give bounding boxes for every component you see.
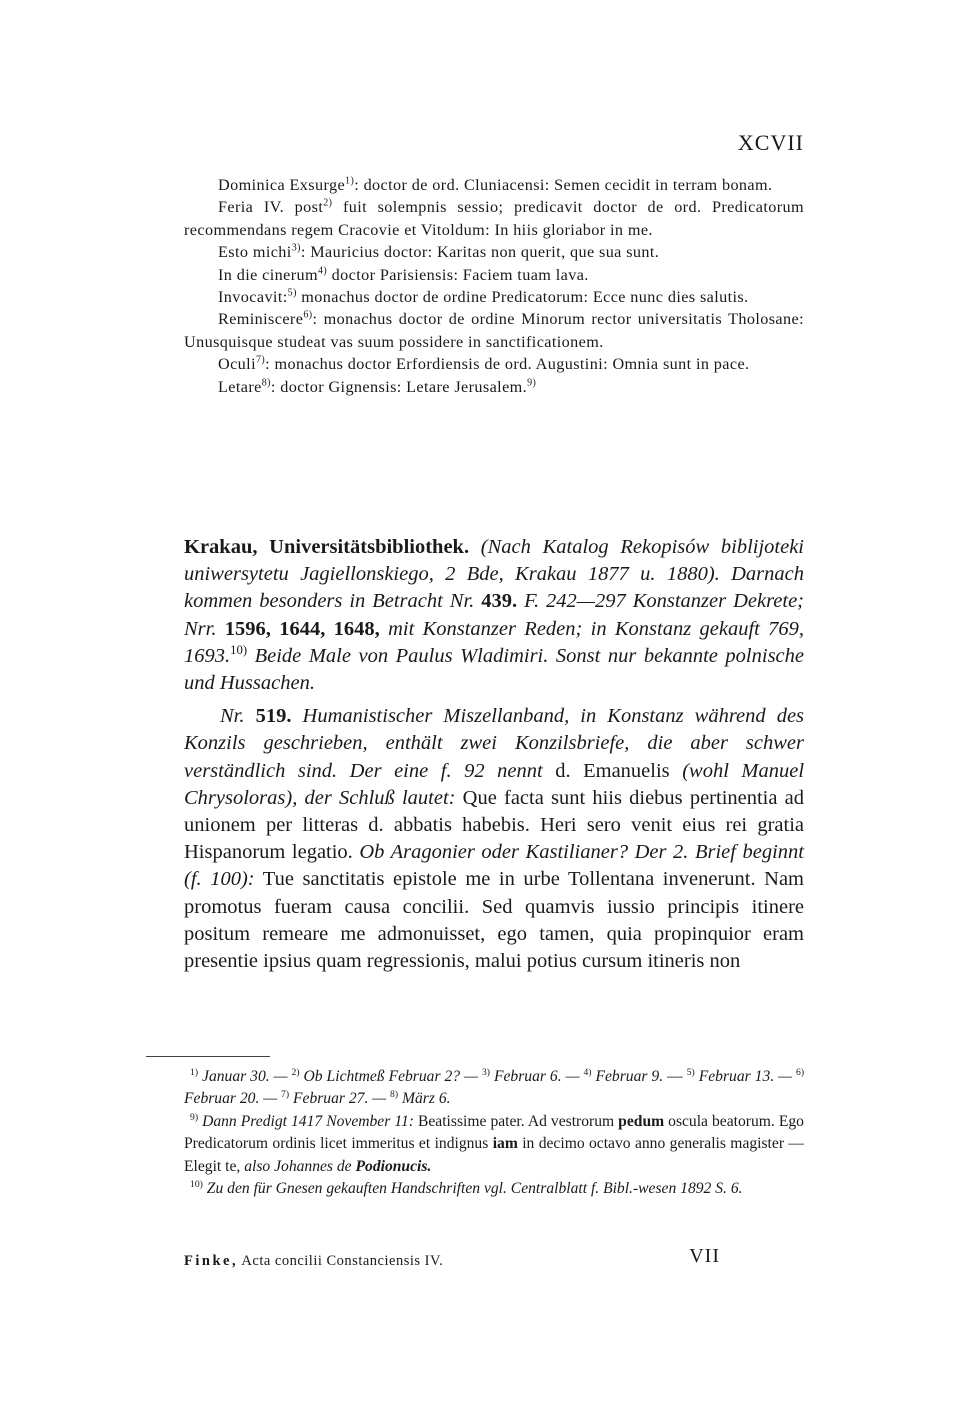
- footnote-text: Februar 9.: [595, 1068, 664, 1085]
- manuscript-number: 519.: [255, 705, 292, 728]
- catalog-text: (Nach Katalog Rekopisów biblijoteki uniwersytetu Jagiellonskiego, 2 Bde, Krakau 1877 u. 1880). Darnach kommen besonders in Betracht Nr.: [184, 536, 804, 613]
- section-krakau: [184, 534, 804, 975]
- catalog-text: F. 242—297 Konstanzer Dekrete; Nrr.: [184, 590, 805, 640]
- section-nr-519: [184, 703, 804, 975]
- entry-head: Feria IV. post: [218, 198, 324, 217]
- footnote-ref: 1): [345, 175, 355, 187]
- footnote-text: März 6.: [402, 1090, 451, 1108]
- entry-oculi: [184, 353, 804, 375]
- footnote-ref: 6): [303, 310, 313, 322]
- entry-text: : doctor de ord. Cluniacensi: Semen cecidit in terram bonam.: [354, 176, 773, 194]
- nr-label: Nr.: [220, 705, 245, 728]
- footnote-ref: 4): [318, 265, 328, 277]
- footnote-number: 3): [481, 1066, 490, 1078]
- description-text: Humanistischer Miszellanband, in Konstanz während des Konzils geschrieben, enthält zwei Konzilsbriefe, die aber schwer verständlich sind. Der eine f. 92 nennt: [184, 705, 805, 782]
- footnote-ref: 8): [261, 377, 271, 389]
- entry-die-cinerum: [184, 264, 804, 286]
- catalog-text: Beide Male von Paulus Wladimiri. Sonst nur bekannte polnische und Hussachen.: [184, 644, 804, 695]
- footnote-number: 9): [190, 1111, 199, 1123]
- footer-title: Acta concilii Constanciensis IV.: [241, 1253, 444, 1269]
- catalog-text: mit Konstanzer Reden; in Konstanz gekauft 769, 1693.: [184, 617, 805, 667]
- footnote-text: Beatissime pater. Ad vestrorum: [417, 1112, 615, 1130]
- entry-reminiscere: [184, 308, 804, 353]
- footnote-ref: 2): [323, 198, 333, 210]
- manuscript-number: 439.: [481, 590, 518, 613]
- footnote-number: 7): [281, 1089, 290, 1101]
- footnotes: [184, 1066, 804, 1200]
- quote-text: d.: [555, 759, 571, 782]
- footnote-number: 8): [390, 1089, 399, 1101]
- entry-head: Oculi: [218, 355, 256, 374]
- entry-text: : doctor Gignensis: Letare Jerusalem.: [270, 377, 528, 396]
- footnote-text: pedum: [618, 1112, 665, 1130]
- entry-head: Reminiscere: [218, 310, 304, 329]
- entry-text: monachus doctor de ordine Predicatorum: Ecce nunc dies salutis.: [296, 288, 749, 307]
- entry-esto-michi: [184, 241, 804, 263]
- footnote-ref: 10): [230, 642, 248, 657]
- description-text: (wohl Manuel Chrysoloras), der Schluß lautet:: [184, 759, 805, 809]
- quote-text: Emanuelis: [583, 759, 670, 782]
- entry-head: Invocavit:: [218, 288, 288, 307]
- footnote-text: Februar 13. —: [698, 1068, 792, 1085]
- footnote-text: Podionucis.: [355, 1157, 432, 1175]
- entry-letare: [184, 376, 804, 398]
- footnote-divider: [146, 1056, 270, 1057]
- footnote-ref: 7): [255, 354, 266, 366]
- footnote-ref: 5): [287, 287, 297, 299]
- page-number: XCVII: [737, 130, 804, 155]
- footnote-text: Februar 6. —: [493, 1068, 580, 1085]
- footnote-number: 6): [795, 1066, 805, 1078]
- entry-head: In die cinerum: [218, 265, 318, 284]
- footnote-ref: 9): [527, 377, 537, 389]
- footnote-number: 4): [583, 1066, 592, 1078]
- entry-head: Letare: [218, 377, 262, 396]
- entry-head: Esto michi: [218, 243, 292, 262]
- sermon-list: [184, 174, 804, 398]
- entry-text: : monachus doctor Erfordiensis de ord. Augustini: Omnia sunt in pace.: [265, 355, 750, 374]
- entry-dominica-exsurge: [184, 174, 804, 196]
- footnote-number: 1): [190, 1066, 199, 1078]
- entry-text: fuit solempnis sessio; predicavit doctor de ord. Predicatorum recommendans regem Cracovie et Vitoldum: In hiis gloriabor in me.: [184, 198, 804, 239]
- section-intro: [184, 534, 804, 697]
- entry-text: doctor Parisiensis: Faciem tuam lava.: [327, 265, 589, 284]
- footnote-ref: 3): [291, 242, 301, 254]
- entry-feria-iv: [184, 196, 804, 241]
- entry-text: : Mauricius doctor: Karitas non querit, que sua sunt.: [300, 243, 660, 262]
- entry-head: Dominica Exsurge: [218, 176, 346, 194]
- quote-text: Que facta sunt hiis diebus pertinentia ad unionem per litteras d. abbatis habebis. Heri sero venit eius rei gratia Hispanorum legatio.: [184, 786, 805, 864]
- footnote-number: 2): [291, 1066, 300, 1078]
- footnote-text: oscula beatorum. Ego Predicatorum ordinis licet immeritus et indignus: [184, 1112, 804, 1153]
- footnote-text: also Johannes de: [244, 1157, 352, 1175]
- description-text: Ob Aragonier oder Kastilianer? Der 2. Brief beginnt (f. 100):: [184, 841, 805, 891]
- footnote-10: [184, 1178, 804, 1200]
- footer-citation: [184, 1253, 443, 1270]
- footnote-text: Februar 20. —: [184, 1090, 278, 1108]
- signature-mark: VII: [689, 1245, 720, 1267]
- section-heading: Krakau, Universitätsbibliothek.: [184, 536, 470, 558]
- footnote-text: Januar 30. —: [202, 1068, 288, 1085]
- footnote-number: 5): [686, 1066, 695, 1078]
- footnote-text: in decimo octavo anno generalis magister — Elegit te,: [184, 1135, 804, 1175]
- footnote-text: Zu den für Gnesen gekauften Handschriften vgl. Centralblatt f. Bibl.-wesen 1892 S. 6.: [206, 1180, 743, 1198]
- footnote-dates: [184, 1066, 804, 1111]
- footer-author: Finke,: [184, 1253, 239, 1269]
- quote-text: Tue sanctitatis epistole me in urbe Tollentana invenerunt. Nam promotus fueram causa concilii. Sed quamvis iussio principis itinere positum remeare me admonuisset, ego tamen, quia propinquior eram presentie ipsius quam regressionis, malui potius cursum itineris non: [184, 868, 804, 973]
- footnote-number: 10): [190, 1178, 203, 1190]
- footnote-text: Februar 27. —: [293, 1090, 387, 1108]
- footnote-text: iam: [492, 1135, 518, 1153]
- entry-invocavit: [184, 286, 804, 308]
- entry-text: : monachus doctor de ordine Minorum rector universitatis Tholosane: Unusquisque studeat vas suum possidere in sanctificationem.: [184, 310, 804, 351]
- footnote-separator: —: [667, 1068, 683, 1085]
- footnote-9: [184, 1111, 804, 1178]
- footnote-text: Dann Predigt 1417 November 11:: [202, 1112, 414, 1130]
- footnote-text: Ob Lichtmeß Februar 2? —: [303, 1068, 478, 1085]
- manuscript-numbers: 1596, 1644, 1648,: [224, 617, 380, 640]
